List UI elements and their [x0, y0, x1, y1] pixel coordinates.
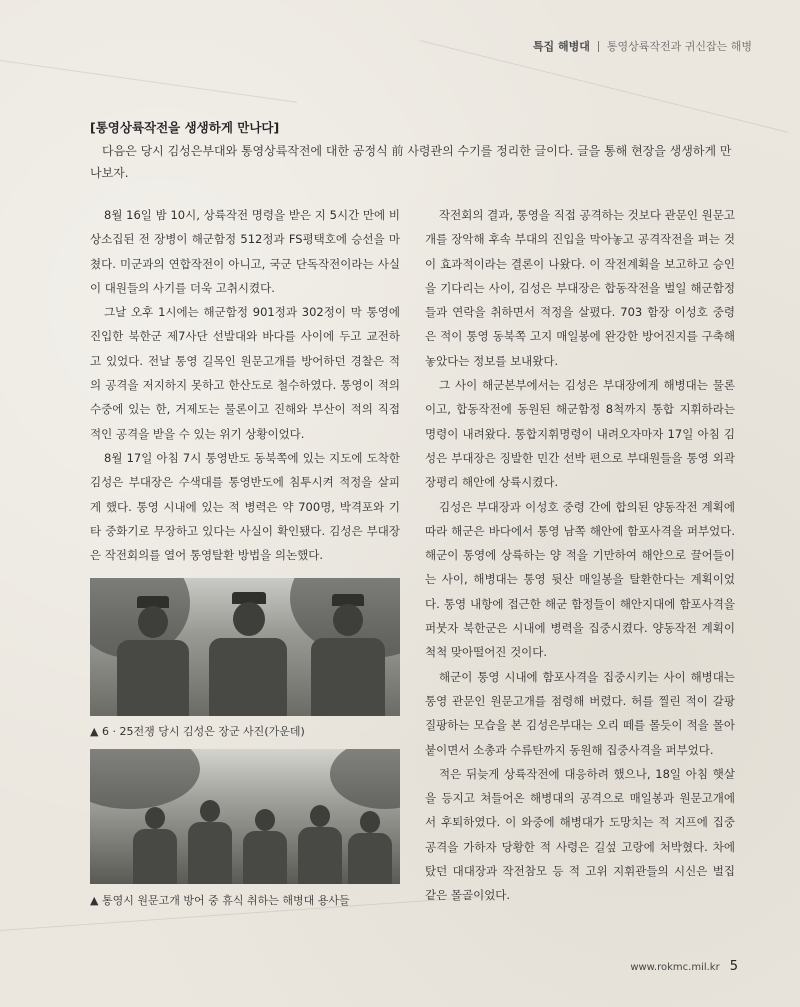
paragraph: 8월 17일 아침 7시 통영반도 동북쪽에 있는 지도에 도착한 김성은 부대장은 수색대를 통영반도에 침투시켜 적정을 살피게 했다. 통영 시내에 있는 적 병력은 약 700명, 박격포와 기타 중화기로 무장하고 있다는 사실이 확인됐다. 김성은 부대장은 작전회의를 열어 통영탈환 방법을 의논했다.	[90, 450, 400, 563]
photo-marines-resting	[90, 749, 400, 884]
header-divider	[598, 41, 599, 52]
soldier-figure	[205, 584, 291, 716]
paper-texture	[0, 60, 297, 103]
paragraph: 김성은 부대장과 이성호 중령 간에 합의된 양동작전 계획에 따라 해군은 바다에서 통영 남쪽 해안에 함포사격을 퍼부었다. 해군이 통영에 상륙하는 양 적을 기만하여 해안으로 끌어들이는 사이, 해병대는 통영 뒷산 매일봉을 탈환한다는 계획이었다. 통영 내항에 접근한 해군 함정들이 해안지대에 함포사격을 퍼붓자 북한군은 시내에 병력을 집중시켰다. 양동작전 계획이 척척 맞아떨어진 것이다.	[425, 499, 735, 660]
paragraph: 그 사이 해군본부에서는 김성은 부대장에게 해병대는 물론이고, 합동작전에 동원된 해군함정 8척까지 통합 지휘하라는 명령이 내려왔다. 통합지휘명령이 내려오자마자 17일 아침 김성은 부대장은 징발한 민간 선박 편으로 부대원들을 통영 외곽 장평리 해안에 상륙시켰다.	[425, 378, 735, 490]
soldier-figure	[295, 777, 345, 884]
soldier-figure	[240, 779, 290, 884]
soldier-figure	[185, 774, 235, 884]
intro-body: 다음은 당시 김성은부대와 통영상륙작전에 대한 공정식 前 사령관의 수기를 정리한 글이다. 글을 통해 현장을 생생하게 만나보자.	[90, 144, 732, 180]
right-column	[425, 203, 735, 908]
paragraph: 8월 16일 밤 10시, 상륙작전 명령을 받은 지 5시간 만에 비상소집된 전 장병이 해군함정 512정과 FS평택호에 승선을 마쳤다. 미군과의 연합작전이 아니고, 국군 단독작전이라는 사실이 대원들의 사기를 더욱 고취시켰다.	[90, 208, 400, 295]
intro-title: [통영상륙작전을 생생하게 만나다]	[90, 120, 280, 135]
paragraph: 적은 뒤늦게 상륙작전에 대응하려 했으나, 18일 아침 햇살을 등지고 쳐들어온 해병대의 공격으로 매일봉과 원문고개에서 후퇴하였다. 이 와중에 해병대가 도망치는 적 지프에 집중공격을 가하자 당황한 적 사령은 길섶 고랑에 처박혔다. 차에 탔던 대대장과 작전참모 등 적 고위 지휘관들의 시신은 벌집 같은 몰골이었다.	[425, 766, 735, 903]
paragraph: 해군이 통영 시내에 함포사격을 집중시키는 사이 해병대는 통영 관문인 원문고개를 점령해 버렸다. 허를 찔린 적이 갈팡질팡하는 모습을 본 김성은부대는 오리 떼를 몰듯이 적을 몰아붙이면서 소총과 수류탄까지 동원해 집중사격을 퍼부었다.	[425, 669, 735, 757]
page-footer	[630, 959, 738, 974]
photo-caption: ▲ 통영시 원문고개 방어 중 휴식 취하는 해병대 용사들	[90, 894, 350, 907]
section-label: 특집 해병대	[532, 40, 590, 53]
website-url: www.rokmc.mil.kr	[630, 962, 720, 973]
paragraph: 그날 오후 1시에는 해군함정 901정과 302정이 막 통영에 진입한 북한군 제7사단 선발대와 바다를 사이에 두고 교전하고 있었다. 전날 통영 길목인 원문고개를 방어하던 경찰은 적의 공격을 저지하지 못하고 한산도로 철수하였다. 통영이 적의 수중에 있는 한, 거제도는 물론이고 진해와 부산이 적의 직접적인 공격을 받을 수 있는 위기 상황이었다.	[90, 305, 400, 441]
header-subtitle: 통영상륙작전과 귀신잡는 해병	[606, 40, 752, 53]
running-header	[533, 38, 752, 54]
paragraph: 작전회의 결과, 통영을 직접 공격하는 것보다 관문인 원문고개를 장악해 후속 부대의 진입을 막아놓고 공격작전을 펴는 것이 효과적이라는 결론이 나왔다. 이 작전계획을 보고하고 승인을 기다리는 사이, 김성은 부대장은 합동작전을 벌일 해군함정들과 연락을 취하면서 적정을 살폈다. 703 함장 이성호 중령은 적이 통영 동북쪽 고지 매일봉에 완강한 방어진지를 구축해 놓았다는 정보를 보내왔다.	[425, 208, 735, 368]
soldier-figure	[112, 588, 192, 716]
soldier-figure	[306, 586, 390, 716]
photo-caption: ▲ 6 · 25전쟁 당시 김성은 장군 사진(가운데)	[90, 725, 305, 738]
photo-general-kim	[90, 578, 400, 716]
soldier-figure	[345, 781, 395, 884]
left-column	[90, 203, 400, 567]
page-number: 5	[729, 959, 738, 974]
soldier-figure	[130, 779, 180, 884]
